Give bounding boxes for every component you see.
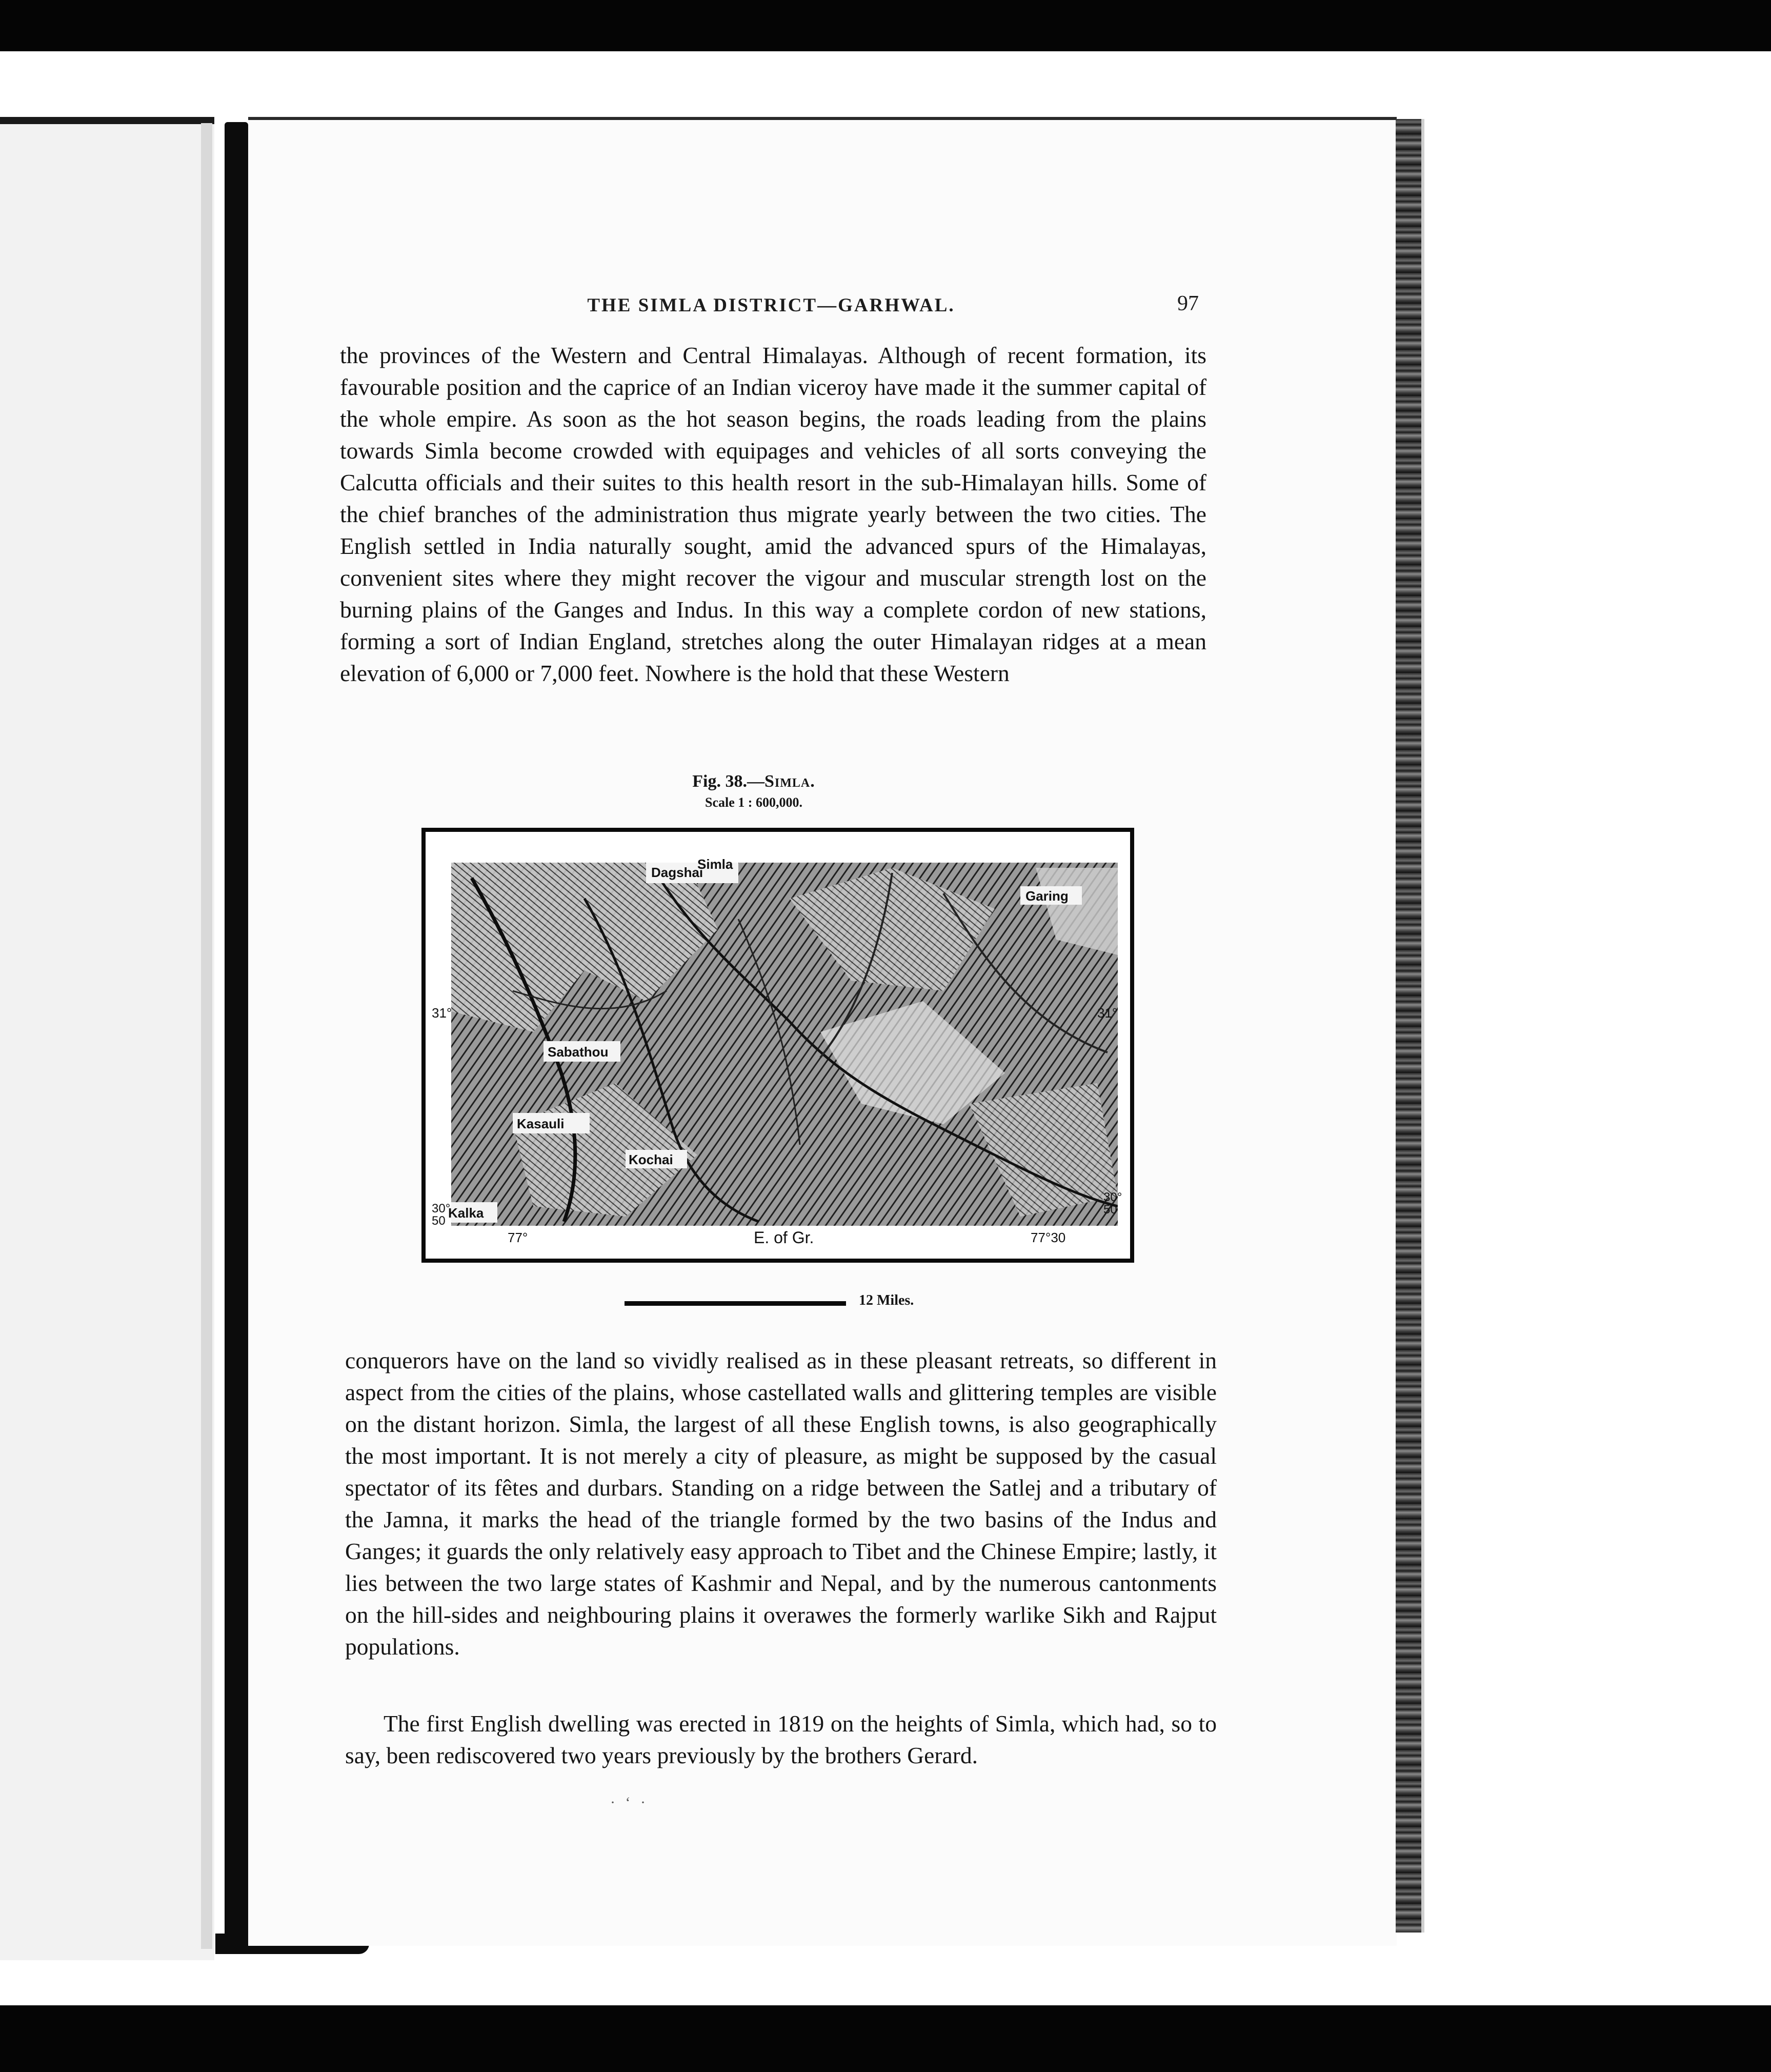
left-page <box>0 117 214 1960</box>
marbled-page-edge <box>1396 119 1421 1932</box>
left-page-edge <box>201 123 212 1949</box>
paragraph-2: conquerors have on the land so vividly realised as in these pleasant retreats, so different in aspect from the cities of the plains, whose castellated walls and glittering temples are visible on the distant horizon. Simla, the largest of all these English towns, is also geographically the most important. It is not merely a city of pleasure, as might be supposed by the casual spectator of its fêtes and durbars. Standing on a ridge between the Satlej and a tributary of the Jamna, it marks the head of the triangle formed by the two basins of the Indus and Ganges; it guards the only relatively easy approach to Tibet and the Chinese Empire; lastly, it lies between the two large states of Kashmir and Nepal, and by the numerous cantonments on the hill-sides and neighbouring plains it overawes the formerly warlike Sikh and Rajput populations. <box>345 1347 1217 1660</box>
scan-border-top <box>0 0 1771 51</box>
map-lat-30-50-left-top: 30° <box>432 1202 451 1216</box>
scale-bar-label: 12 Miles. <box>859 1292 914 1308</box>
figure-scale: Scale 1 : 600,000. <box>705 795 802 810</box>
map-label-kalka: Kalka <box>448 1205 484 1221</box>
map-lon-77: 77° <box>508 1230 528 1245</box>
map-label-simla: Simla <box>697 856 733 872</box>
scale-bar <box>625 1301 846 1306</box>
map-lon-77-30: 77°30 <box>1031 1230 1066 1245</box>
stray-ink-marks: · ‘ · <box>610 1794 649 1811</box>
figure-caption-prefix: Fig. 38.— <box>692 772 764 791</box>
map-lat-31-right: 31° <box>1097 1005 1118 1021</box>
map-lat-30-50-right-top: 30° <box>1103 1190 1122 1204</box>
map-label-kasauli: Kasauli <box>517 1116 565 1131</box>
figure-caption <box>651 772 856 791</box>
map-lat-30-50-left-bottom: 50 <box>432 1214 446 1228</box>
map-label-dagshai: Dagshai <box>651 865 703 880</box>
running-head: THE SIMLA DISTRICT—GARHWAL. <box>587 295 955 316</box>
simla-map <box>421 828 1134 1263</box>
map-label-sabathou: Sabathou <box>548 1044 609 1060</box>
page-outer-edge <box>1421 119 1424 1932</box>
map-label-garing: Garing <box>1025 888 1069 904</box>
map-lat-30-50-right-bottom: 50 <box>1103 1203 1117 1217</box>
book-spine <box>225 122 248 1953</box>
map-meridian-label: E. of Gr. <box>754 1228 814 1247</box>
map-lat-31-left: 31° <box>432 1005 452 1021</box>
paragraph-1: the provinces of the Western and Central Himalayas. Although of recent formation, its favourable position and the caprice of an Indian viceroy have made it the summer capital of the whole empire. As soon as the hot season begins, the roads leading from the plains towards Simla become crowded with equipages and vehicles of all sorts conveying the Calcutta officials and their suites to this health resort in the sub-Himalayan hills. Some of the chief branches of the administration thus migrate yearly between the two cities. The English settled in India naturally sought, amid the advanced spurs of the Himalayas, convenient sites where they might recover the vigour and muscular strength lost on the burning plains of the Ganges and Indus. In this way a complete cordon of new stations, forming a sort of Indian England, stretches along the outer Himalayan ridges at a mean elevation of 6,000 or 7,000 feet. Nowhere is the hold that these Western <box>340 342 1206 686</box>
map-label-kochai: Kochai <box>629 1152 673 1167</box>
relief-map-image <box>431 837 1127 1256</box>
page-number: 97 <box>1177 292 1199 315</box>
paragraph-3: The first English dwelling was erected in 1819 on the heights of Simla, which had, so to say, been rediscovered two years previously by the brothers Gerard. <box>345 1710 1217 1768</box>
figure-caption-title: Simla. <box>764 772 815 791</box>
scan-border-bottom <box>0 2005 1771 2072</box>
